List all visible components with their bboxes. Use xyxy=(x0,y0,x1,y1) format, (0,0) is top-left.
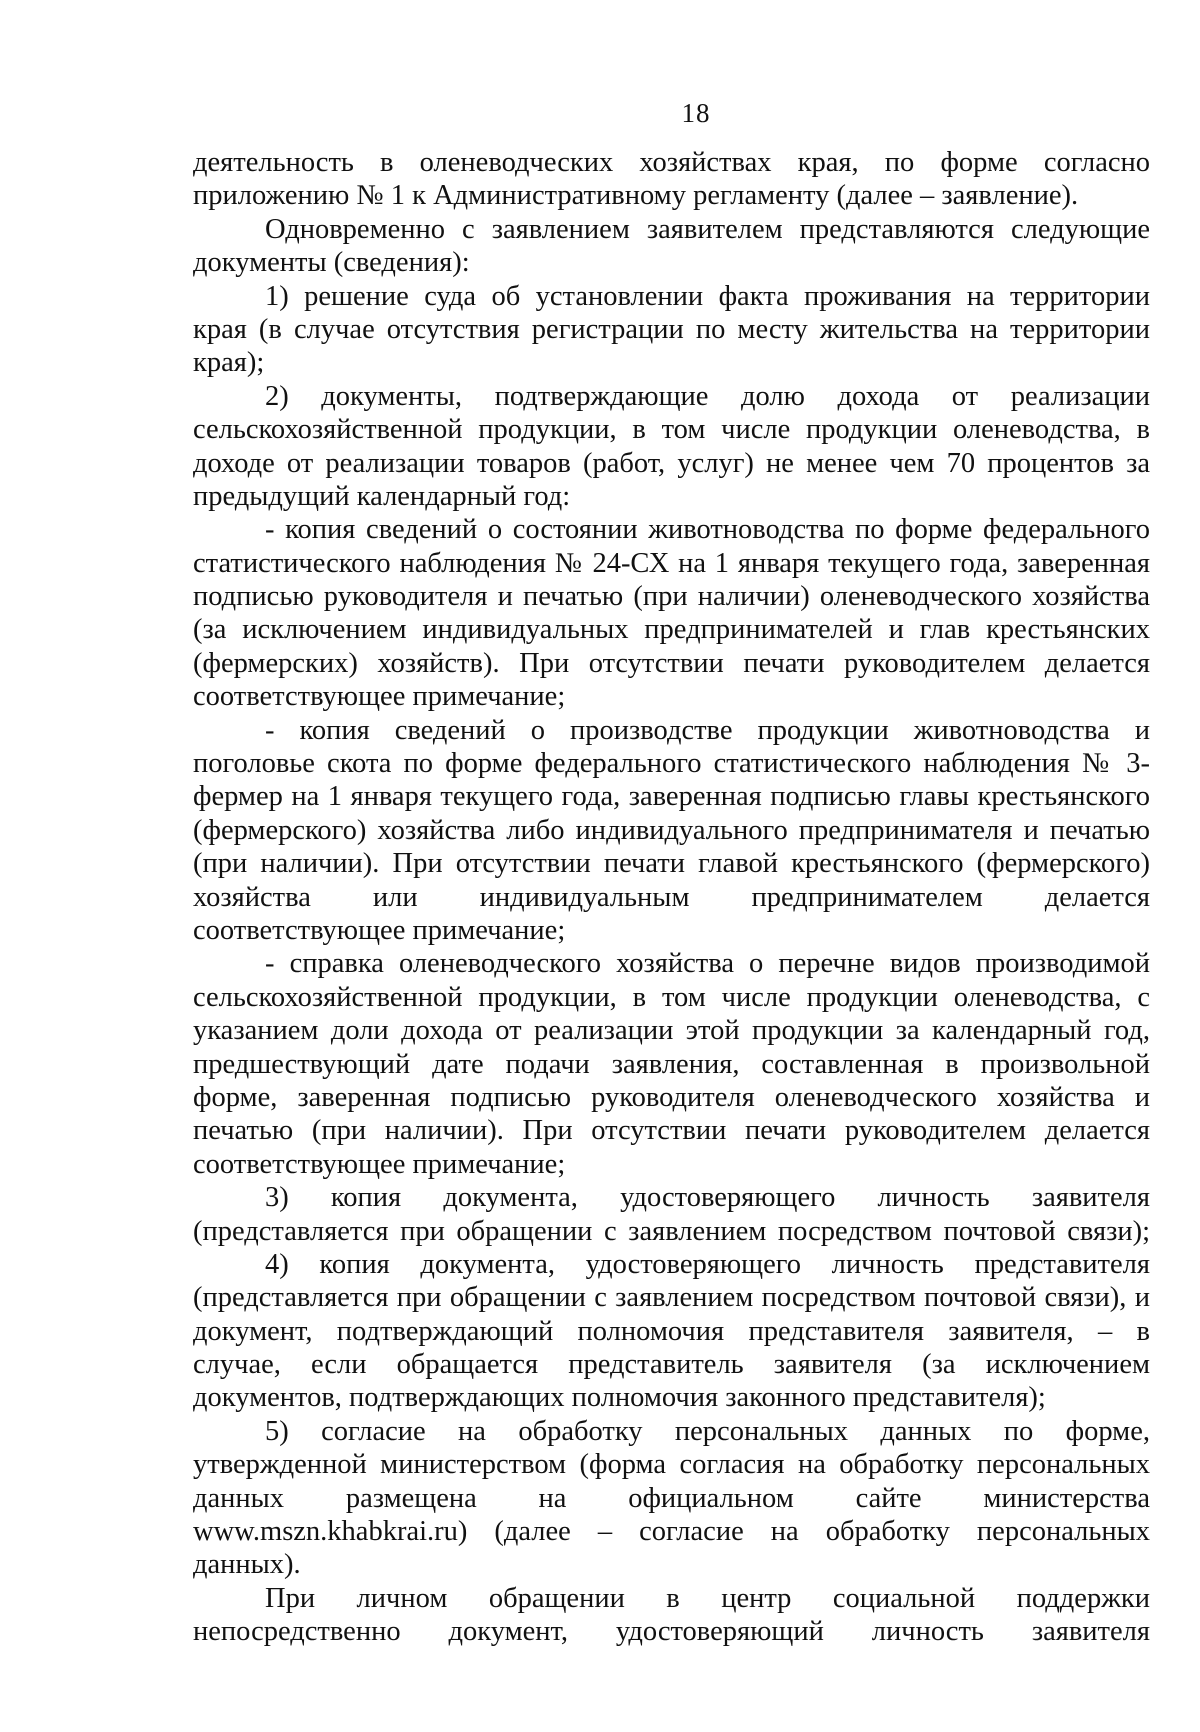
text-line: случае, если обращается представитель заявителя (за исключением xyxy=(193,1349,1150,1381)
text-line: приложению № 1 к Административному регламенту (далее – заявление). xyxy=(193,180,1079,212)
text-line: документов, подтверждающих полномочия законного представителя); xyxy=(193,1382,1046,1414)
text-line: сельскохозяйственной продукции, в том числе продукции оленеводства, с xyxy=(193,981,1150,1013)
text-line: хозяйства или индивидуальным предпринимателем делается xyxy=(193,881,1150,913)
text-line: указанием доли дохода от реализации этой продукции за календарный год, xyxy=(193,1015,1150,1047)
text-line: (представляется при обращении с заявлением посредством почтовой связи); xyxy=(193,1215,1150,1247)
text-line: статистического наблюдения № 24-СХ на 1 января текущего года, заверенная xyxy=(193,547,1150,579)
text-line: края); xyxy=(193,347,265,379)
text-line: печатью (при наличии). При отсутствии печати руководителем делается xyxy=(193,1115,1150,1147)
text-line: данных размещена на официальном сайте министерства xyxy=(193,1482,1150,1514)
text-line: (фермерских) хозяйств). При отсутствии печати руководителем делается xyxy=(193,647,1150,679)
text-line: утвержденной министерством (форма согласия на обработку персональных xyxy=(193,1449,1150,1481)
text-line: данных). xyxy=(193,1549,301,1581)
text-line: документы (сведения): xyxy=(193,247,470,279)
text-line: - копия сведений о состоянии животноводства по форме федерального xyxy=(265,514,1150,546)
text-line: сельскохозяйственной продукции, в том числе продукции оленеводства, в xyxy=(193,414,1150,446)
text-line: 5) согласие на обработку персональных данных по форме, xyxy=(265,1415,1150,1447)
text-line: Одновременно с заявлением заявителем представляются следующие xyxy=(265,213,1150,245)
text-line: подписью руководителя и печатью (при наличии) оленеводческого хозяйства xyxy=(193,581,1150,613)
text-line: документ, подтверждающий полномочия представителя заявителя, – в xyxy=(193,1315,1150,1347)
text-line: соответствующее примечание; xyxy=(193,914,566,946)
text-line: 1) решение суда об установлении факта проживания на территории xyxy=(265,280,1150,312)
text-line: 3) копия документа, удостоверяющего личность заявителя xyxy=(265,1182,1150,1214)
text-line: поголовье скота по форме федерального статистического наблюдения № 3- xyxy=(193,748,1150,780)
text-line: - справка оленеводческого хозяйства о перечне видов производимой xyxy=(265,948,1150,980)
text-line: фермер на 1 января текущего года, заверенная подписью главы крестьянского xyxy=(193,781,1150,813)
text-line: непосредственно документ, удостоверяющий личность заявителя xyxy=(193,1616,1150,1648)
text-line: (фермерского) хозяйства либо индивидуального предпринимателя и печатью xyxy=(193,814,1150,846)
text-line: деятельность в оленеводческих хозяйствах края, по форме согласно xyxy=(193,147,1150,178)
text-line: - копия сведений о производстве продукции животноводства и xyxy=(265,714,1150,746)
text-line: доходе от реализации товаров (работ, услуг) не менее чем 70 процентов за xyxy=(193,447,1150,479)
text-line: соответствующее примечание; xyxy=(193,1148,566,1180)
text-line: 4) копия документа, удостоверяющего личность представителя xyxy=(265,1248,1150,1280)
document-body-text xyxy=(193,146,1150,1649)
text-line: предшествующий дате подачи заявления, составленная в произвольной xyxy=(193,1048,1150,1080)
page-number: 18 xyxy=(681,98,711,128)
text-line: края (в случае отсутствия регистрации по месту жительства на территории xyxy=(193,313,1150,345)
text-line: предыдущий календарный год: xyxy=(193,480,571,512)
text-line: (за исключением индивидуальных предпринимателей и глав крестьянских xyxy=(193,614,1150,646)
text-line: форме, заверенная подписью руководителя оленеводческого хозяйства и xyxy=(193,1081,1150,1113)
text-line: соответствующее примечание; xyxy=(193,681,566,713)
text-line: www.mszn.khabkrai.ru) (далее – согласие на обработку персональных xyxy=(193,1516,1150,1548)
text-line: При личном обращении в центр социальной поддержки xyxy=(265,1582,1150,1614)
text-line: (представляется при обращении с заявлением посредством почтовой связи), и xyxy=(193,1282,1150,1314)
text-line: 2) документы, подтверждающие долю дохода от реализации xyxy=(265,380,1150,412)
text-line: (при наличии). При отсутствии печати главой крестьянского (фермерского) xyxy=(193,848,1150,880)
